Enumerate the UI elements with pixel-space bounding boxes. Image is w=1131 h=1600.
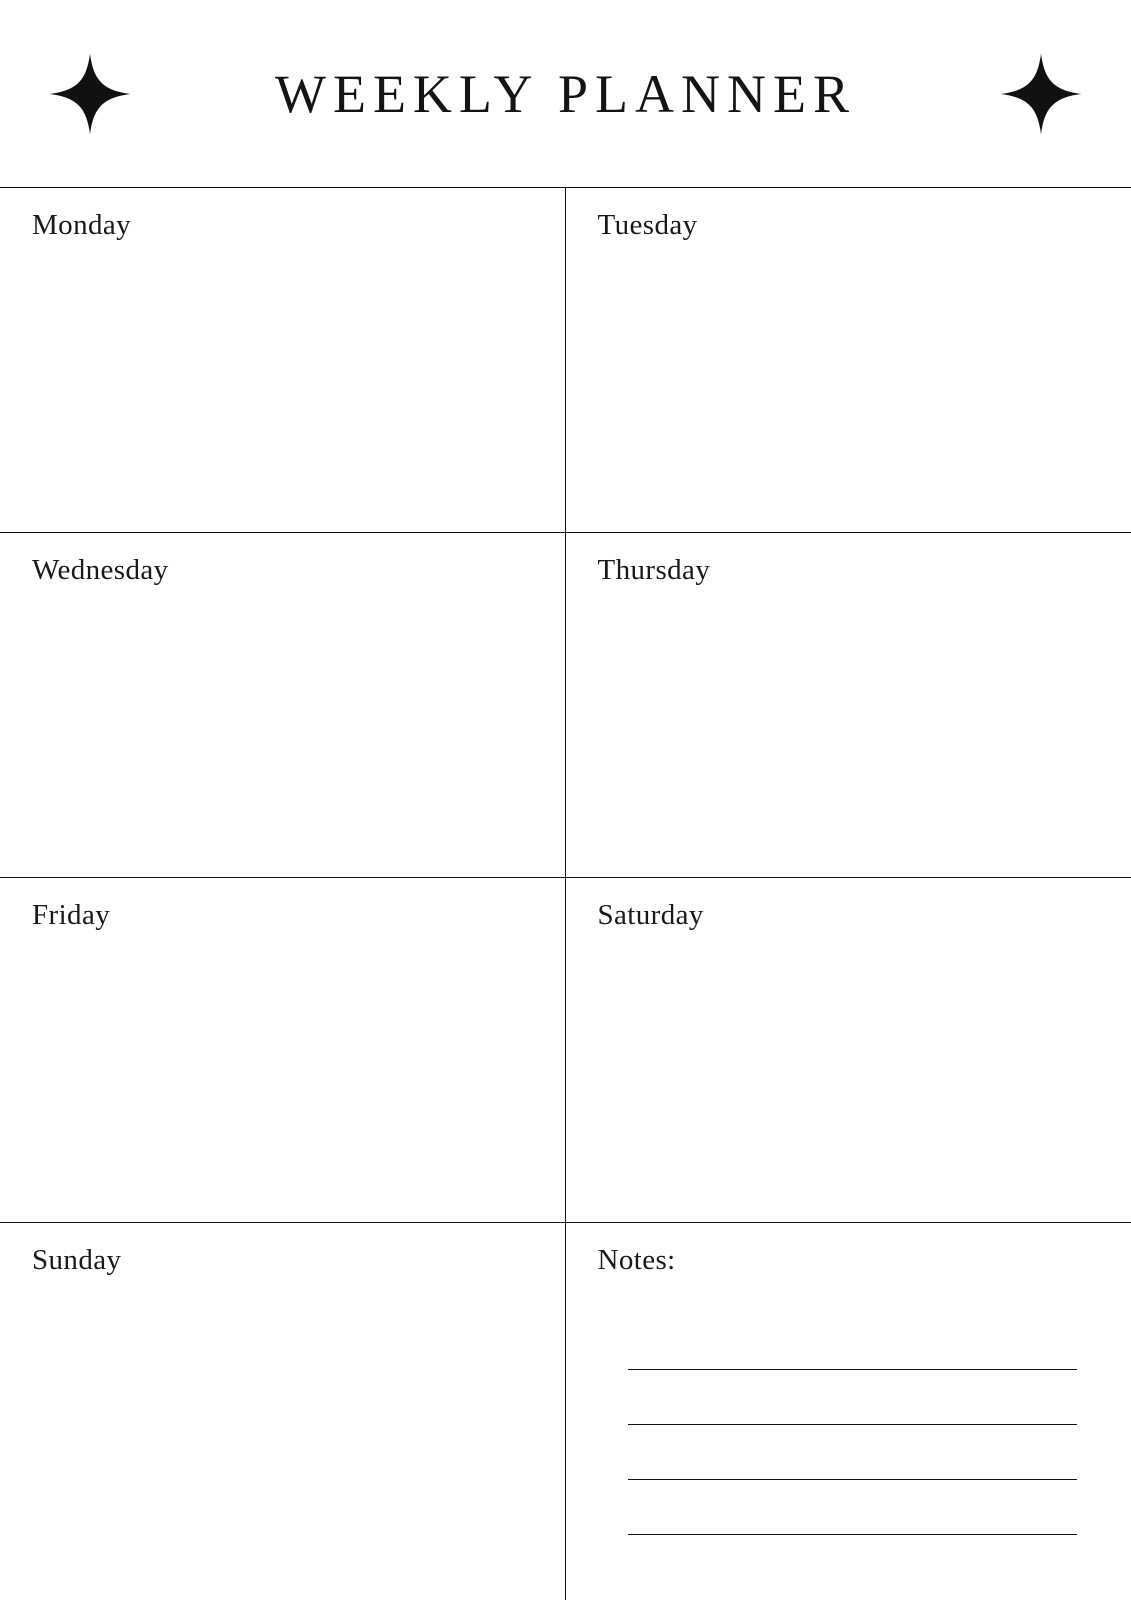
day-label: Friday xyxy=(32,899,111,931)
day-label: Thursday xyxy=(597,554,711,586)
day-label: Wednesday xyxy=(32,554,169,586)
planner-grid xyxy=(0,187,1131,1600)
note-line[interactable] xyxy=(628,1370,1078,1425)
day-writing-area[interactable] xyxy=(32,932,565,1254)
planner-row xyxy=(0,878,1131,1223)
day-writing-area[interactable] xyxy=(32,242,565,564)
day-cell-thursday[interactable] xyxy=(566,533,1131,877)
day-cell-wednesday[interactable] xyxy=(0,533,566,877)
planner-row xyxy=(0,188,1131,533)
day-writing-area[interactable] xyxy=(598,242,1131,564)
day-cell-monday[interactable] xyxy=(0,188,566,532)
note-line[interactable] xyxy=(628,1425,1078,1480)
day-label: Saturday xyxy=(597,899,704,931)
day-label: Monday xyxy=(32,209,132,241)
note-line[interactable] xyxy=(628,1315,1078,1370)
day-label: Sunday xyxy=(32,1244,122,1276)
planner-row xyxy=(0,1223,1131,1600)
page-title: WEEKLY PLANNER xyxy=(274,63,857,124)
notes-label: Notes: xyxy=(597,1244,676,1276)
day-writing-area[interactable] xyxy=(598,587,1131,909)
sparkle-icon xyxy=(48,52,132,136)
sparkle-icon xyxy=(999,52,1083,136)
note-line[interactable] xyxy=(628,1480,1078,1535)
planner-row xyxy=(0,533,1131,878)
notes-cell[interactable] xyxy=(566,1223,1131,1600)
day-writing-area[interactable] xyxy=(32,1277,565,1600)
day-label: Tuesday xyxy=(597,209,698,241)
day-writing-area[interactable] xyxy=(32,587,565,909)
day-cell-saturday[interactable] xyxy=(566,878,1131,1222)
day-cell-tuesday[interactable] xyxy=(566,188,1131,532)
day-cell-sunday[interactable] xyxy=(0,1223,566,1600)
day-cell-friday[interactable] xyxy=(0,878,566,1222)
day-writing-area[interactable] xyxy=(598,932,1131,1254)
notes-lines xyxy=(628,1315,1078,1535)
page-header xyxy=(0,0,1131,187)
